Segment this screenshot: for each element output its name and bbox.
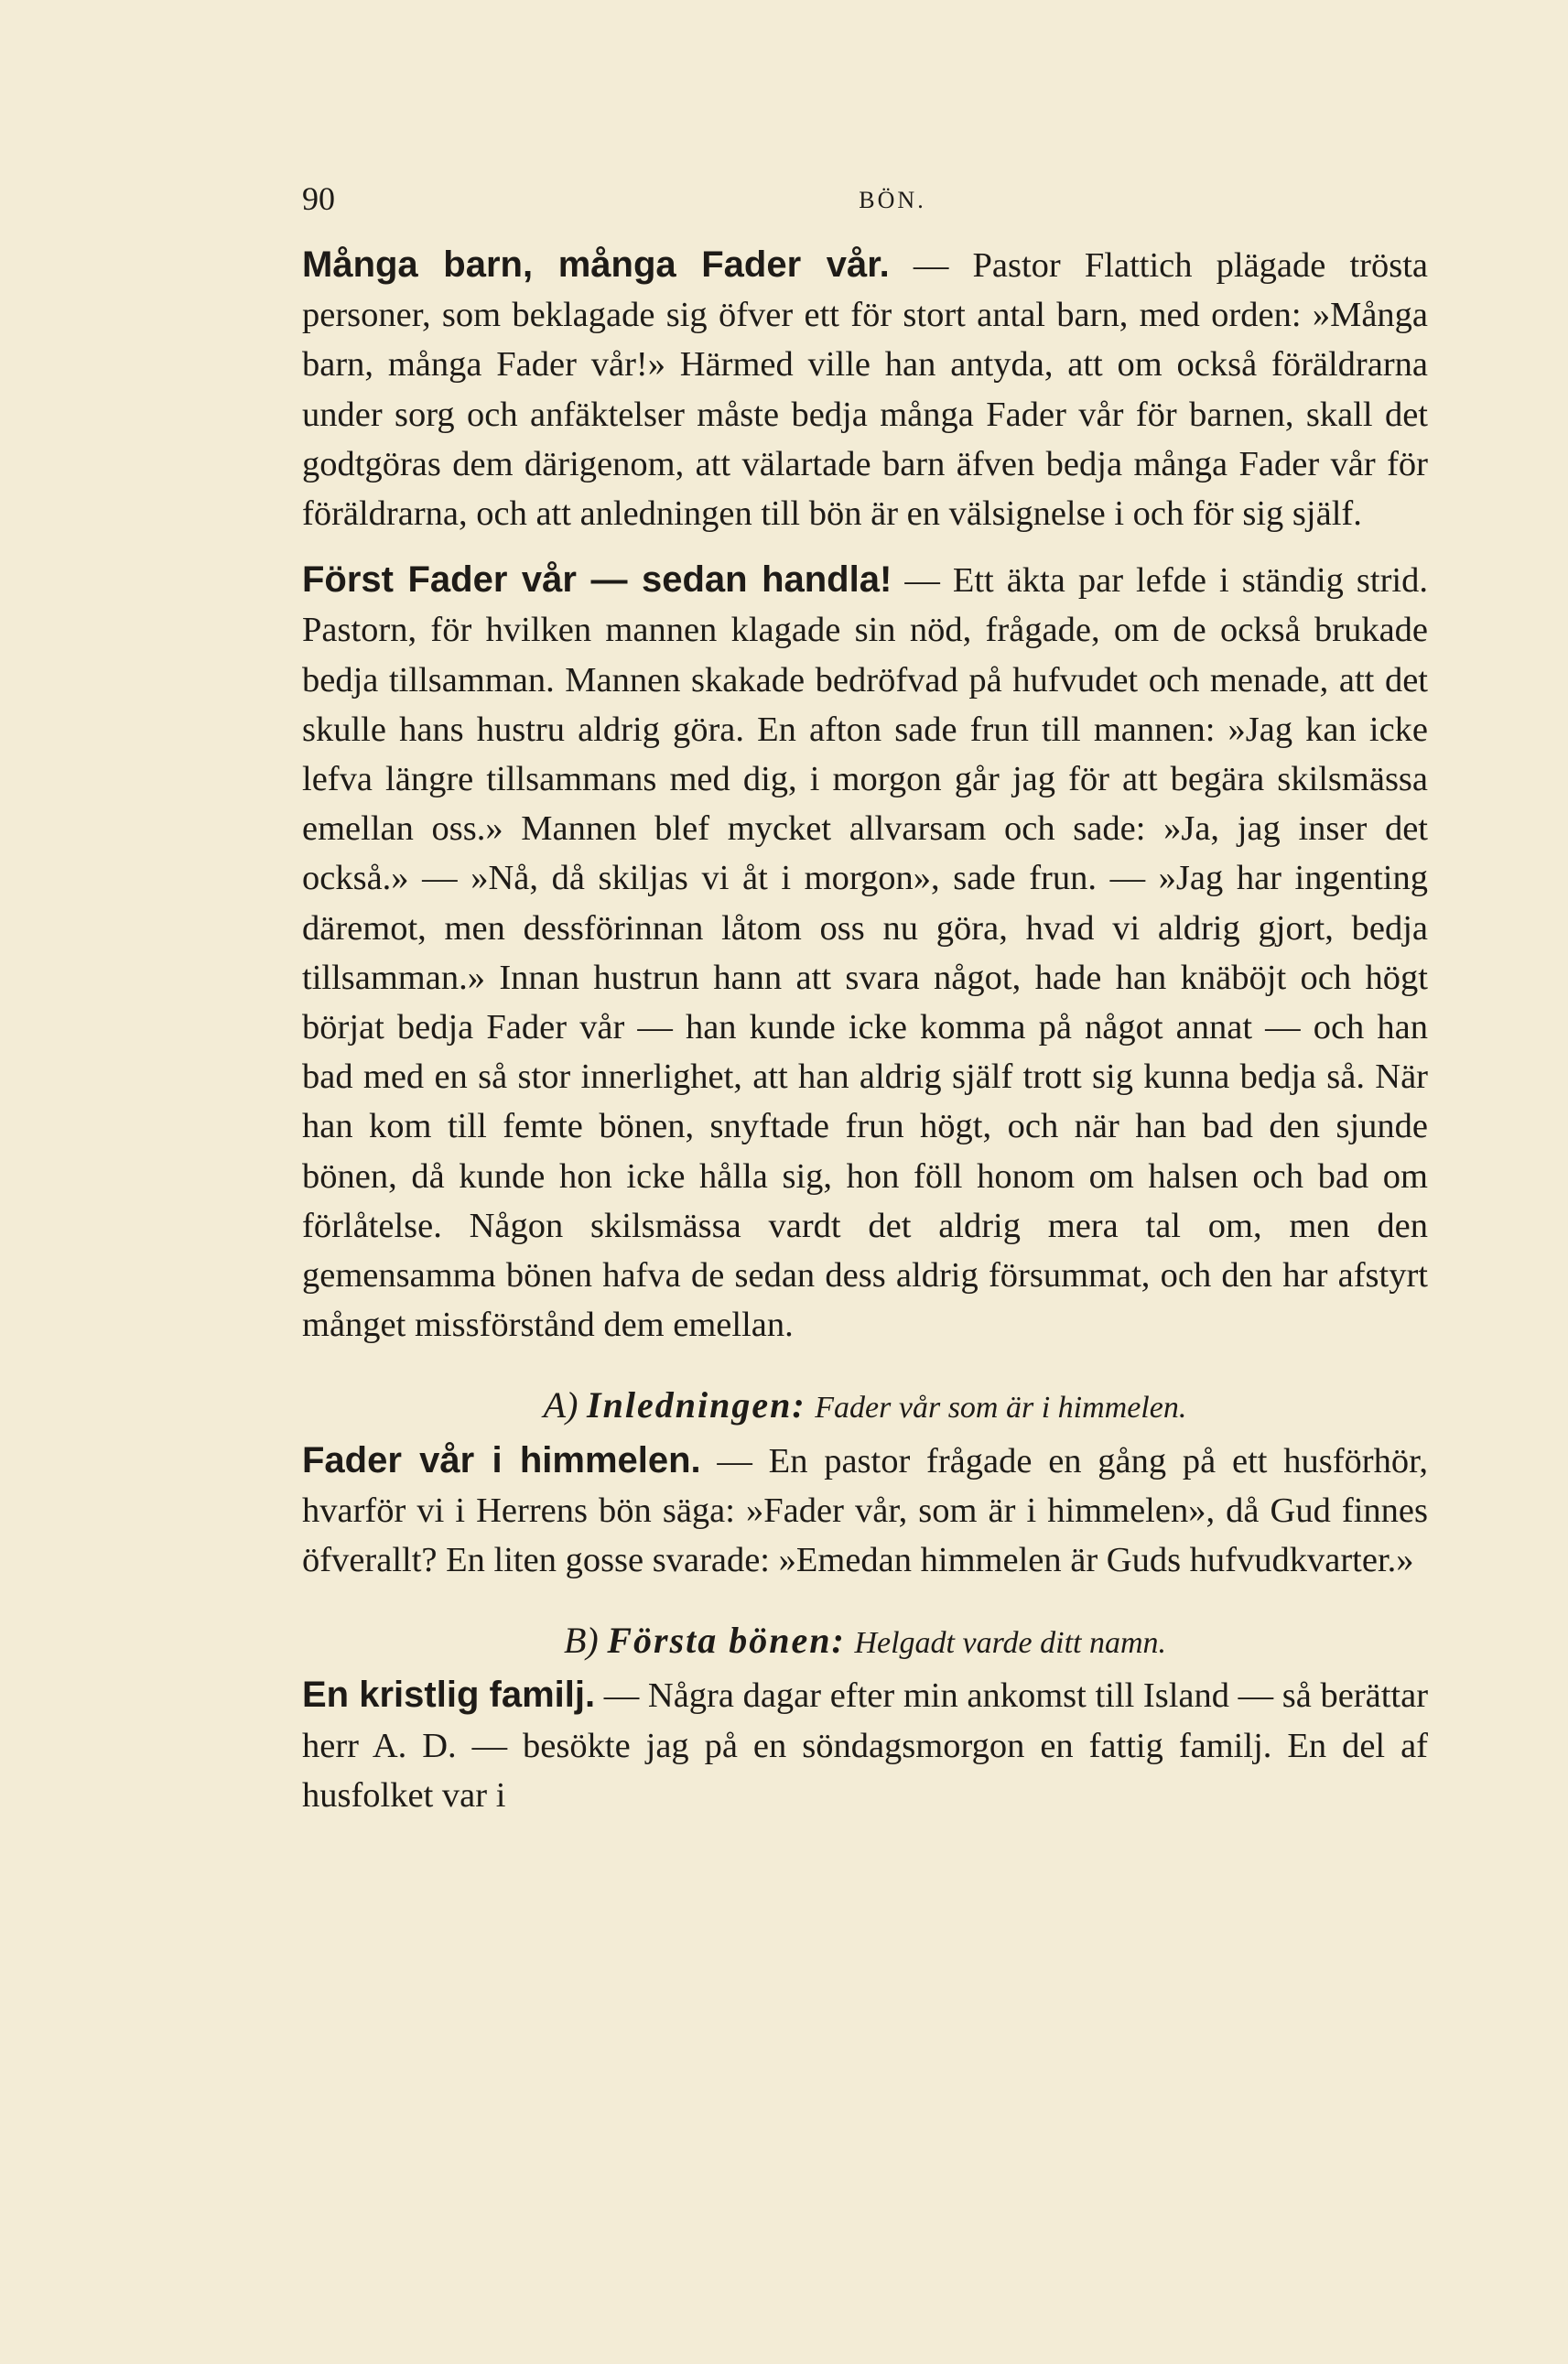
section-subtitle: Helgadt varde ditt namn.	[854, 1626, 1167, 1661]
paragraph-title: Först Fader vår — sedan handla!	[302, 559, 892, 601]
paragraph-text: — Några dagar efter min ankomst till Island — så berättar herr A. D. — besökte jag på en söndagsmorgon en fattig familj. En del af husfolket var i	[302, 1676, 1429, 1815]
section-word: Inledningen:	[587, 1384, 806, 1426]
paragraph-fader-var-i-himmelen	[302, 1436, 1428, 1586]
page-number: 90	[302, 180, 335, 217]
section-heading-b	[302, 1616, 1428, 1668]
section-word: Första bönen:	[607, 1620, 846, 1662]
paragraph-text: — En pastor frågade en gång på ett husförhör, hvarför vi i Herrens bön säga: »Fader vår, som är i himmelen», då Gud finnes öfverallt? En liten gosse svarade: »Emedan himmelen är Guds hufvudkvarter.»	[302, 1441, 1428, 1580]
paragraph-title: Fader vår i himmelen.	[302, 1439, 701, 1480]
section-subtitle: Fader vår som är i himmelen.	[815, 1391, 1187, 1426]
paragraph-text: — Pastor Flattich plägade trösta personer, som beklagade sig öfver ett för stort antal barn, med orden: »Många barn, många Fader vår!» Härmed ville han antyda, att om också föräldrarna under sorg och anfäktelser måste bedja många Fader vår för barnen, skall det godtgöras dem därigenom, att välartade barn äfven bedja många Fader vår för föräldrarna, och att anledningen till bön är en välsignelse i och för sig själf.	[302, 246, 1428, 534]
paragraph-manga-barn	[302, 240, 1428, 538]
section-letter: B)	[563, 1620, 599, 1662]
paragraph-title: Många barn, många Fader vår.	[302, 244, 890, 285]
page-body	[302, 240, 1428, 1820]
paragraph-en-kristlig-familj	[302, 1670, 1428, 1820]
section-letter: A)	[543, 1384, 579, 1426]
paragraph-title: En kristlig familj.	[302, 1675, 596, 1716]
running-head: BÖN.	[859, 187, 926, 213]
paragraph-forst-fader-var	[302, 555, 1428, 1350]
section-heading-a	[302, 1381, 1428, 1433]
paragraph-text: — Ett äkta par lefde i ständig strid. Pastorn, för hvilken mannen klagade sin nöd, frågade, om de också brukade bedja tillsamman. Mannen skakade bedröfvad på hufvudet och menade, att det skulle hans hustru aldrig göra. En afton sade frun till mannen: »Jag kan icke lefva längre tillsammans med dig, i morgon går jag för att begära skilsmässa emellan oss.» Mannen blef mycket allvarsam och sade: »Ja, jag inser det också.» — »Nå, då skiljas vi åt i morgon», sade frun. — »Jag har ingenting däremot, men dessförinnan låtom oss nu göra, hvad vi aldrig gjort, bedja tillsamman.» Innan hustrun hann att svara något, hade han knäböjt och högt börjat bedja Fader vår — han kunde icke komma på något annat — och han bad med en så stor innerlighet, att han aldrig själf trott sig kunna bedja så. När han kom till femte bönen, snyftade frun högt, och när han bad den sjunde bönen, då kunde hon icke hålla sig, hon föll honom om halsen och bad om förlåtelse. Någon skilsmässa vardt det aldrig mera tal om, men den gemensamma bönen hafva de sedan dess aldrig försummat, och den har afstyrt månget missförstånd dem emellan.	[302, 561, 1429, 1345]
page-header	[302, 179, 1428, 225]
